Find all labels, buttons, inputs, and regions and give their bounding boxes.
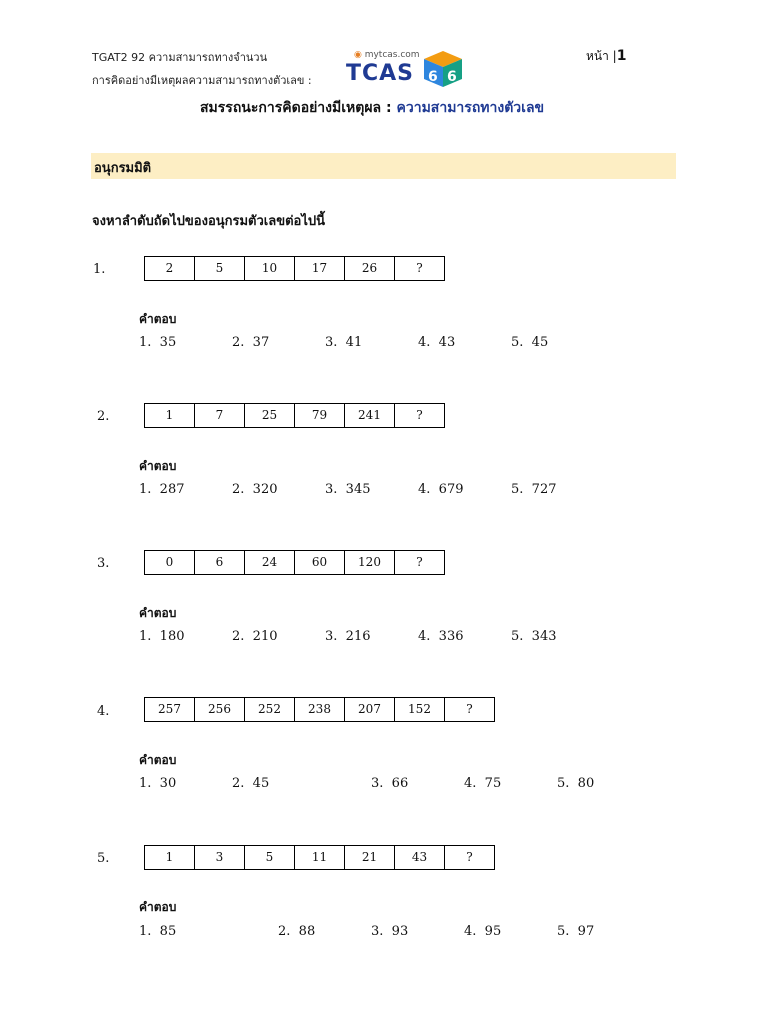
option-value: 45 [252,776,270,791]
option-number: 1. [139,776,152,791]
answer-option[interactable] [464,776,501,791]
title-main: สมรรถนะการคิดอย่างมีเหตุผล [200,100,382,116]
option-number: 2. [232,776,245,791]
option-value: 66 [391,776,409,791]
option-value: 41 [345,335,363,350]
section-label: อนุกรมมิติ [94,161,152,176]
option-number: 5. [511,482,524,497]
option-number: 3. [325,482,338,497]
option-value: 345 [345,482,371,497]
option-value: 45 [531,335,549,350]
answer-label: คำตอบ [139,459,177,473]
option-value: 85 [159,924,177,939]
option-value: 343 [531,629,557,644]
sequence-cell: 256 [194,698,244,721]
sequence-cell: ? [444,698,494,721]
answer-option[interactable] [278,924,315,939]
option-value: 37 [252,335,270,350]
answer-option[interactable] [371,924,408,939]
option-number: 1. [139,482,152,497]
answer-option[interactable] [371,776,408,791]
sequence-cell: 25 [244,404,294,427]
tcas-logo [344,49,466,89]
option-number: 4. [418,335,431,350]
option-value: 287 [159,482,185,497]
sequence-cell: 26 [344,257,394,280]
sequence-box [144,256,445,281]
option-value: 30 [159,776,177,791]
option-value: 35 [159,335,177,350]
option-number: 5. [511,335,524,350]
sequence-cell: 257 [158,702,181,716]
option-value: 97 [577,924,595,939]
answer-option[interactable] [511,629,557,644]
answer-option[interactable] [232,629,278,644]
sequence-cell: 2 [165,261,174,275]
option-number: 2. [232,482,245,497]
option-number: 2. [278,924,291,939]
option-number: 4. [418,629,431,644]
answer-option[interactable] [557,924,594,939]
option-value: 43 [438,335,456,350]
question-number: 3. [97,556,110,571]
option-number: 4. [418,482,431,497]
option-value: 95 [484,924,502,939]
answer-option[interactable] [325,482,371,497]
answer-option[interactable] [511,482,557,497]
sequence-cell: 3 [194,846,244,869]
option-number: 1. [139,629,152,644]
answer-option[interactable] [325,335,362,350]
answer-option[interactable] [464,924,501,939]
option-value: 210 [252,629,278,644]
option-value: 679 [438,482,464,497]
option-number: 2. [232,335,245,350]
logo-year-left: 6 [428,69,438,85]
sequence-cell: 152 [394,698,444,721]
answer-option[interactable] [139,924,176,939]
sequence-cell: 120 [344,551,394,574]
sequence-cell: 1 [165,850,174,864]
sequence-box [144,697,495,722]
sequence-cell: 238 [294,698,344,721]
option-value: 75 [484,776,502,791]
header-subject: การคิดอย่างมีเหตุผลความสามารถทางตัวเลข : [92,74,312,87]
answer-option[interactable] [325,629,371,644]
header-course-title: TGAT2 92 ความสามารถทางจำนวน [92,51,268,64]
sequence-cell: 21 [344,846,394,869]
answer-option[interactable] [557,776,594,791]
sequence-cell: 7 [194,404,244,427]
sequence-cell: 0 [165,555,174,569]
answer-option[interactable] [232,482,278,497]
sequence-cell: 1 [165,408,174,422]
option-number: 3. [371,924,384,939]
option-number: 5. [557,924,570,939]
answer-option[interactable] [139,335,176,350]
sequence-box [144,550,445,575]
sequence-cell: 241 [344,404,394,427]
question-number: 2. [97,409,110,424]
page-number: 1 [616,48,627,64]
option-value: 320 [252,482,278,497]
instruction-text: จงหาลำดับถัดไปของอนุกรมตัวเลขต่อไปนี้ [92,214,326,229]
option-value: 727 [531,482,557,497]
sequence-cell: 79 [294,404,344,427]
answer-option[interactable] [232,335,269,350]
option-number: 3. [325,629,338,644]
option-number: 1. [139,924,152,939]
option-value: 180 [159,629,185,644]
answer-option[interactable] [418,482,464,497]
title-separator: : [381,100,397,116]
answer-label: คำตอบ [139,312,177,326]
sequence-cell: ? [394,551,444,574]
answer-option[interactable] [232,776,269,791]
answer-option[interactable] [139,482,185,497]
answer-option[interactable] [418,629,464,644]
answer-option[interactable] [139,629,185,644]
answer-option[interactable] [139,776,176,791]
option-number: 4. [464,776,477,791]
question-number: 1. [93,262,106,277]
option-value: 80 [577,776,595,791]
logo-text: TCAS [346,61,415,86]
sequence-cell: 17 [294,257,344,280]
sequence-cell: 43 [394,846,444,869]
question-number: 4. [97,704,110,719]
sequence-cell: 252 [244,698,294,721]
section-header [91,153,676,179]
logo-site: ◉ mytcas.com [354,50,420,60]
sequence-cell: ? [394,404,444,427]
sequence-cell: 10 [244,257,294,280]
answer-label: คำตอบ [139,900,177,914]
option-number: 5. [557,776,570,791]
answer-option[interactable] [511,335,548,350]
option-value: 88 [298,924,316,939]
option-number: 5. [511,629,524,644]
option-number: 3. [325,335,338,350]
page-title [200,97,544,119]
sequence-cell: 6 [194,551,244,574]
answer-option[interactable] [418,335,455,350]
sequence-cell: 60 [294,551,344,574]
sequence-cell: 5 [244,846,294,869]
title-topic: ความสามารถทางตัวเลข [396,100,545,116]
sequence-cell: 11 [294,846,344,869]
question-number: 5. [97,851,110,866]
page-label: หน้า | [586,49,617,63]
sequence-box [144,403,445,428]
option-number: 2. [232,629,245,644]
sequence-cell: 5 [194,257,244,280]
sequence-cell: ? [444,846,494,869]
option-number: 1. [139,335,152,350]
page-indicator [586,47,626,66]
option-value: 216 [345,629,371,644]
option-number: 3. [371,776,384,791]
option-number: 4. [464,924,477,939]
answer-label: คำตอบ [139,753,177,767]
sequence-cell: 24 [244,551,294,574]
logo-cube-icon [424,51,462,87]
sequence-box [144,845,495,870]
sequence-cell: 207 [344,698,394,721]
option-value: 93 [391,924,409,939]
option-value: 336 [438,629,464,644]
sequence-cell: ? [394,257,444,280]
logo-year-right: 6 [447,69,457,85]
answer-label: คำตอบ [139,606,177,620]
